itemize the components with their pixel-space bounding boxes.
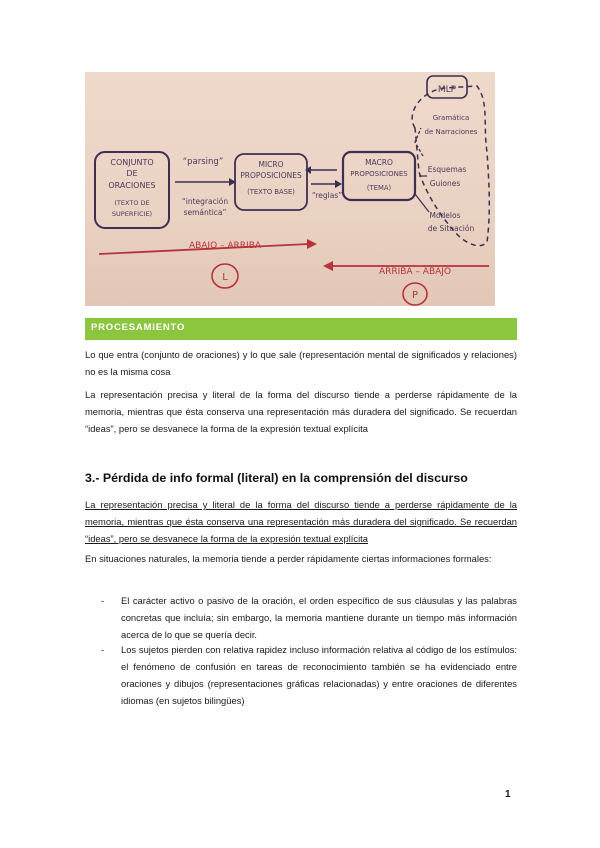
p-label: P (411, 290, 419, 301)
section-banner-label: PROCESAMIENTO (91, 322, 186, 333)
list-item-text: El carácter activo o pasivo de la oración, el orden específico de sus cláusulas y las palabras concretas que incluía; sin embargo, la memoria mantiene durante un tiempo más información acerca de lo que se quería decir. (121, 595, 517, 640)
integracion-line-1: “integración (181, 197, 229, 206)
integracion-line-2: semántica” (183, 208, 227, 217)
guiones-label: Guiones (429, 179, 461, 188)
macro-line-2: PROPOSICIONES (350, 170, 408, 178)
modelos-line-2: de Situación (427, 224, 475, 233)
paragraph-representacion-underlined: La representación precisa y literal de la forma del discurso tiende a perderse rápidamente de la memoria, mientras que ésta conserva una representación más duradera del significado. Se recuerdan “ideas”, pero se desvanece la forma de la expresión textual explícita (85, 499, 517, 544)
l-label: L (222, 272, 228, 283)
paragraph-representacion: La representación precisa y literal de la forma del discurso tiende a perderse rápidamente de la memoria, mientras que ésta conserva una representación más duradera del significado. Se recuerdan “ideas”, pero se desvanece la forma de la expresión textual explícita (85, 389, 517, 434)
arriba-abajo-label: ARRIBA – ABAJO (378, 267, 452, 277)
esquemas-label: Esquemas (427, 165, 467, 174)
processing-diagram (85, 72, 495, 306)
parsing-label: “parsing” (182, 157, 224, 167)
page-number: 1 (505, 789, 511, 800)
mlp-label: MLP (437, 85, 457, 95)
paragraph-entrada-salida: Lo que entra (conjunto de oraciones) y lo que sale (representación mental de significados y relaciones) no es la misma cosa (85, 349, 517, 377)
paragraph-situaciones: En situaciones naturales, la memoria tiende a perder rápidamente ciertas informaciones formales: (85, 553, 492, 564)
list-item-text: Los sujetos pierden con relativa rapidez incluso información relativa al código de los estímulos: el fenómeno de confusión en tareas de reconocimiento también se ha evidenciado entre oraciones y dibujos (representaciones gráficas relacionadas) y entre oraciones de diferentes idiomas (en sujetos bilingües) (121, 644, 517, 706)
section-heading: 3.- Pérdida de info formal (literal) en la comprensión del discurso (85, 471, 468, 485)
conjunto-line-3: ORACIONES (108, 181, 156, 190)
list-item (101, 641, 517, 709)
bullet-marker: - (101, 644, 105, 655)
modelos-line-1: Modelos (429, 211, 461, 220)
micro-line-2: PROPOSICIONES (240, 171, 302, 180)
list-item (101, 592, 517, 643)
macro-line-1: MACRO (365, 158, 393, 167)
section-banner (85, 318, 517, 340)
conjunto-sub-2: SUPERFICIE) (111, 210, 153, 218)
conjunto-sub-1: (TEXTO DE (114, 199, 150, 207)
bullet-marker: - (101, 595, 105, 606)
macro-sub: (TEMA) (366, 184, 392, 192)
gramatica-line-1: Gramática (432, 114, 470, 122)
conjunto-line-2: DE (126, 169, 138, 178)
diagram-photo (85, 72, 495, 306)
micro-line-1: MICRO (258, 160, 284, 169)
conjunto-line-1: CONJUNTO (110, 158, 154, 167)
gramatica-line-2: de Narraciones (424, 128, 478, 136)
abajo-arriba-label: ABAJO – ARRIBA (188, 241, 262, 251)
reglas-label: “reglas” (311, 191, 343, 200)
micro-sub: (TEXTO BASE) (247, 188, 295, 196)
